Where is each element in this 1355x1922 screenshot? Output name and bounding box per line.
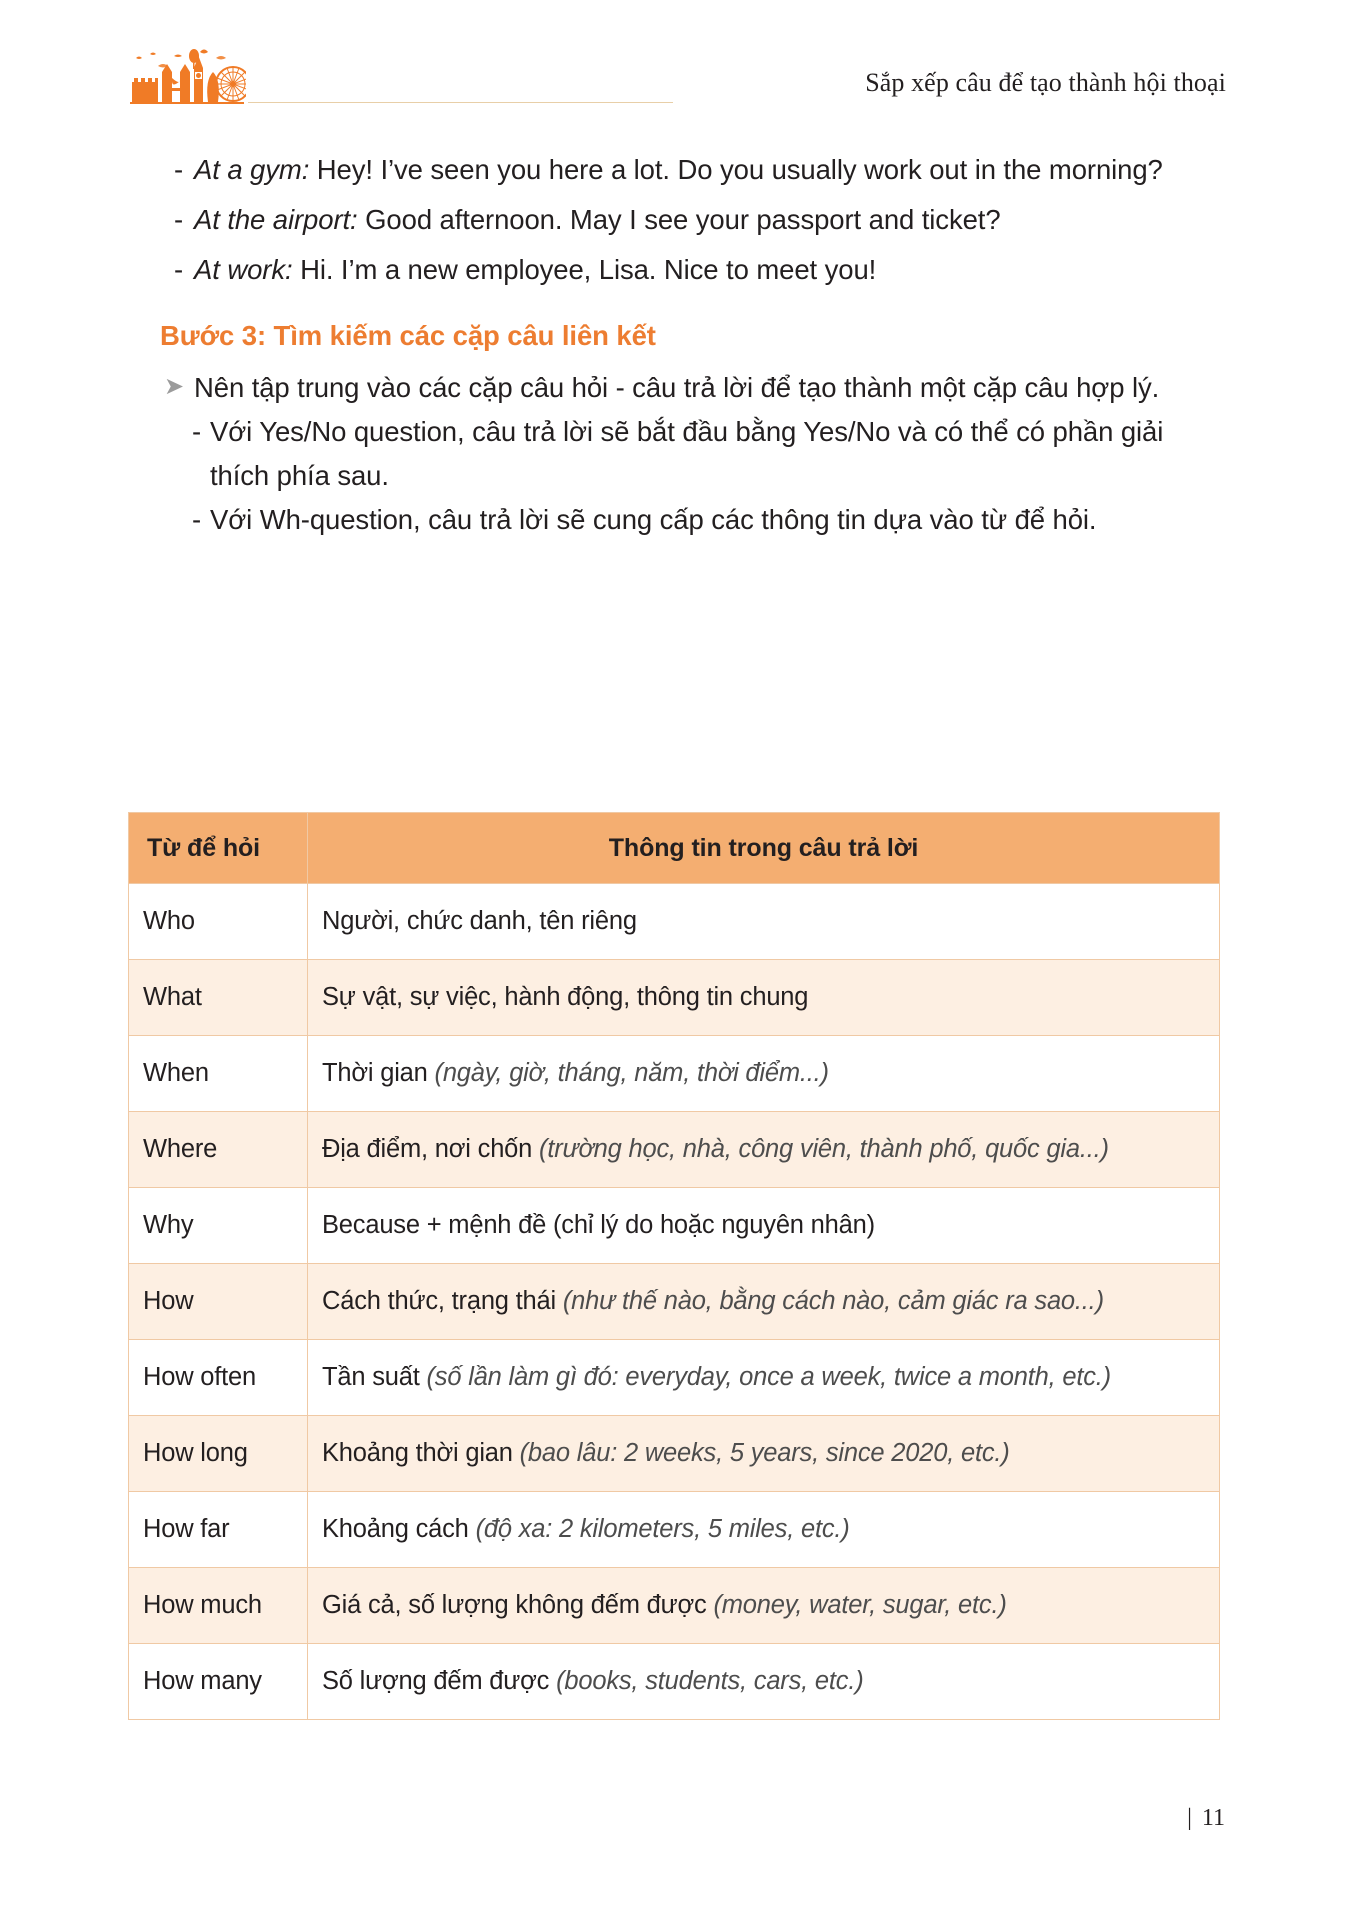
table-row xyxy=(129,1568,1220,1644)
cell-note: (bao lâu: 2 weeks, 5 years, since 2020, etc.) xyxy=(519,1439,1010,1467)
cell-question-word: How many xyxy=(129,1644,308,1720)
dash-bullet-icon: - xyxy=(174,254,184,285)
list-item xyxy=(128,198,1228,242)
cell-answer-info xyxy=(308,884,1220,960)
cell-term: Thời gian xyxy=(322,1059,435,1087)
cell-term: Khoảng cách xyxy=(322,1515,476,1543)
table-row xyxy=(129,1644,1220,1720)
cell-term: Sự vật, sự việc, hành động, thông tin chung xyxy=(322,983,809,1011)
cell-question-word: How xyxy=(129,1264,308,1340)
cell-note: (ngày, giờ, tháng, năm, thời điểm...) xyxy=(434,1059,829,1087)
cell-answer-info xyxy=(308,1188,1220,1264)
cell-answer-info xyxy=(308,1492,1220,1568)
table-row xyxy=(129,884,1220,960)
dash-bullet-icon: - xyxy=(192,504,202,535)
table-row xyxy=(129,1264,1220,1340)
page-content xyxy=(128,148,1228,542)
cell-question-word: Where xyxy=(129,1112,308,1188)
page-footer xyxy=(1187,1805,1225,1832)
cell-question-word: How often xyxy=(129,1340,308,1416)
cell-answer-info xyxy=(308,1416,1220,1492)
page-header xyxy=(128,40,1228,120)
cell-question-word: How long xyxy=(129,1416,308,1492)
cell-note: (như thế nào, bằng cách nào, cảm giác ra sao...) xyxy=(562,1287,1104,1315)
cell-answer-info xyxy=(308,1036,1220,1112)
cell-term: Because + mệnh đề (chỉ lý do hoặc nguyên nhân) xyxy=(322,1211,875,1239)
cell-question-word: What xyxy=(129,960,308,1036)
table-row xyxy=(129,960,1220,1036)
column-header-answer-info: Thông tin trong câu trả lời xyxy=(308,813,1220,884)
cell-term: Người, chức danh, tên riêng xyxy=(322,907,637,935)
cell-question-word: When xyxy=(129,1036,308,1112)
scenario-label: At the airport: xyxy=(194,204,358,235)
page-title: Sắp xếp câu để tạo thành hội thoại xyxy=(865,68,1226,97)
list-item xyxy=(128,498,1228,542)
scenario-text: Good afternoon. May I see your passport and ticket? xyxy=(357,204,1001,235)
cell-note: (số lần làm gì đó: everyday, once a week, twice a month, etc.) xyxy=(426,1363,1111,1391)
list-item-text: Với Yes/No question, câu trả lời sẽ bắt đầu bằng Yes/No và có thể có phần giải thích phía sau. xyxy=(210,416,1164,491)
cell-answer-info xyxy=(308,1568,1220,1644)
table-row xyxy=(129,1188,1220,1264)
scenario-text: Hey! I’ve seen you here a lot. Do you usually work out in the morning? xyxy=(309,154,1163,185)
cell-answer-info xyxy=(308,1112,1220,1188)
cell-question-word: Who xyxy=(129,884,308,960)
table-row xyxy=(129,1340,1220,1416)
cell-term: Khoảng thời gian xyxy=(322,1439,520,1467)
cell-answer-info xyxy=(308,960,1220,1036)
cell-question-word: How far xyxy=(129,1492,308,1568)
london-skyline-logo-icon xyxy=(128,44,246,106)
table-header-row xyxy=(129,813,1220,884)
scenario-label: At work: xyxy=(194,254,293,285)
table-row xyxy=(129,1036,1220,1112)
list-item-text: Nên tập trung vào các cặp câu hỏi - câu trả lời để tạo thành một cặp câu hợp lý. xyxy=(194,372,1160,403)
cell-term: Tần suất xyxy=(322,1363,427,1391)
cell-note: (money, water, sugar, etc.) xyxy=(713,1591,1007,1619)
cell-term: Cách thức, trạng thái xyxy=(322,1287,563,1315)
dash-bullet-icon: - xyxy=(174,154,184,185)
table-row xyxy=(129,1416,1220,1492)
cell-note: (trường học, nhà, công viên, thành phố, quốc gia...) xyxy=(539,1135,1109,1163)
cell-term: Số lượng đếm được xyxy=(322,1667,557,1695)
cell-term: Địa điểm, nơi chốn xyxy=(322,1135,540,1163)
cell-question-word: Why xyxy=(129,1188,308,1264)
footer-separator: | xyxy=(1187,1805,1192,1831)
column-header-question-word: Từ để hỏi xyxy=(129,813,308,884)
cell-note: (độ xa: 2 kilometers, 5 miles, etc.) xyxy=(475,1515,850,1543)
table-row xyxy=(129,1492,1220,1568)
dash-bullet-icon: - xyxy=(174,204,184,235)
page-number: 11 xyxy=(1201,1805,1225,1831)
scenario-label: At a gym: xyxy=(194,154,310,185)
table-row xyxy=(129,1112,1220,1188)
question-words-table xyxy=(128,812,1220,1720)
list-item xyxy=(128,248,1228,292)
cell-answer-info xyxy=(308,1340,1220,1416)
list-item xyxy=(128,410,1228,498)
list-item xyxy=(128,366,1228,410)
list-item xyxy=(128,148,1228,192)
section-heading: Bước 3: Tìm kiếm các cặp câu liên kết xyxy=(160,320,656,351)
arrow-bullet-icon: ➤ xyxy=(164,373,185,400)
dash-bullet-icon: - xyxy=(192,416,202,447)
cell-question-word: How much xyxy=(129,1568,308,1644)
header-divider xyxy=(248,102,673,103)
cell-note: (books, students, cars, etc.) xyxy=(556,1667,864,1695)
cell-term: Giá cả, số lượng không đếm được xyxy=(322,1591,714,1619)
cell-answer-info xyxy=(308,1644,1220,1720)
cell-answer-info xyxy=(308,1264,1220,1340)
scenario-text: Hi. I’m a new employee, Lisa. Nice to meet you! xyxy=(292,254,877,285)
list-item-text: Với Wh-question, câu trả lời sẽ cung cấp các thông tin dựa vào từ để hỏi. xyxy=(210,504,1097,535)
